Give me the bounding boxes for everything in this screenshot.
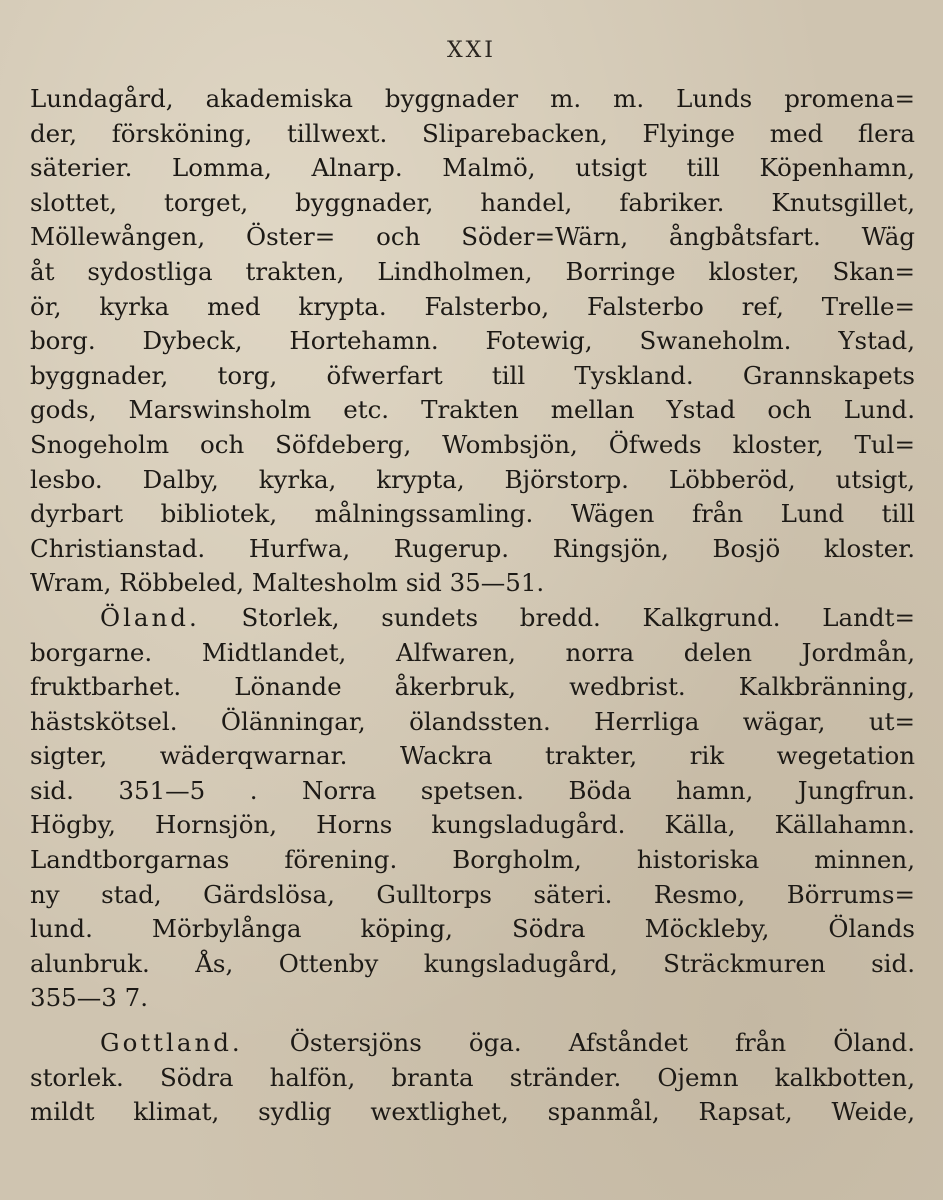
text-line: alunbruk. Ås, Ottenby kungsladugård, Sträckmuren sid. [30,948,915,978]
text-span: Östersjöns öga. Afståndet från Öland. [289,1028,915,1058]
text-line: Möllewången, Öster= och Söder=Wärn, ångbåtsfart. Wäg [30,222,915,252]
text-line: storlek. Södra halfön, branta stränder. Ojemn kalkbotten, [30,1062,915,1092]
text-line: borg. Dybeck, Hortehamn. Fotewig, Swaneholm. Ystad, [30,326,915,356]
text-line: lesbo. Dalby, kyrka, krypta, Björstorp. Löbberöd, utsigt, [30,464,915,494]
text-line: Högby, Hornsjön, Horns kungsladugård. Källa, Källahamn. [30,810,915,840]
text-span: Storlek, sundets bredd. Kalkgrund. Landt= [241,602,915,632]
text-line: sigter, wäderqwarnar. Wackra trakter, rik wegetation [30,741,915,771]
text-line: der, försköning, tillwext. Sliparebacken, Flyinge med flera [30,118,915,148]
text-line: byggnader, torg, öfwerfart till Tyskland. Grannskapets [30,360,915,390]
text-line: Landtborgarnas förening. Borgholm, historiska minnen, [30,845,915,875]
section-heading-oland: Öland. [100,602,200,632]
section-first-line [30,601,915,636]
text-line: säterier. Lomma, Alnarp. Malmö, utsigt till Köpenhamn, [30,153,915,183]
text-line: åt sydostliga trakten, Lindholmen, Borringe kloster, Skan= [30,256,915,286]
text-line: Lundagård, akademiska byggnader m. m. Lunds promena= [30,84,915,113]
page-number: XXI [446,38,496,63]
text-line: Snogeholm och Söfdeberg, Wombsjön, Öfweds kloster, Tul= [30,429,915,459]
text-line: hästskötsel. Ölänningar, ölandssten. Herrliga wägar, ut= [30,706,915,736]
text-line: sid. 351—5 . Norra spetsen. Böda hamn, Jungfrun. [30,775,915,805]
text-line: ör, kyrka med krypta. Falsterbo, Falsterbo ref, Trelle= [30,291,915,321]
text-line: mildt klimat, sydlig wextlighet, spanmål, Rapsat, Weide, [30,1097,915,1127]
text-line: lund. Mörbylånga köping, Södra Möckleby, Ölands [30,914,915,944]
text-line: slottet, torget, byggnader, handel, fabriker. Knutsgillet, [30,187,915,217]
body-text [30,82,915,1130]
text-line: Christianstad. Hurfwa, Rugerup. Ringsjön, Bosjö kloster. [30,533,915,563]
section-gap [30,1016,915,1026]
section-first-line [30,1026,915,1061]
text-line: 355—3 7. [30,983,149,1013]
section-heading-gottland: Gottland. [100,1028,243,1058]
text-line: fruktbarhet. Lönande åkerbruk, wedbrist. Kalkbränning, [30,672,915,702]
text-line: dyrbart bibliotek, målningssamling. Wägen från Lund till [30,499,915,529]
text-line: gods, Marswinsholm etc. Trakten mellan Ystad och Lund. [30,395,915,425]
text-line: Wram, Röbbeled, Maltesholm sid 35—51. [30,568,545,598]
text-line: borgarne. Midtlandet, Alfwaren, norra delen Jordmån, [30,637,915,667]
text-line: ny stad, Gärdslösa, Gulltorps säteri. Resmo, Börrums= [30,879,915,909]
